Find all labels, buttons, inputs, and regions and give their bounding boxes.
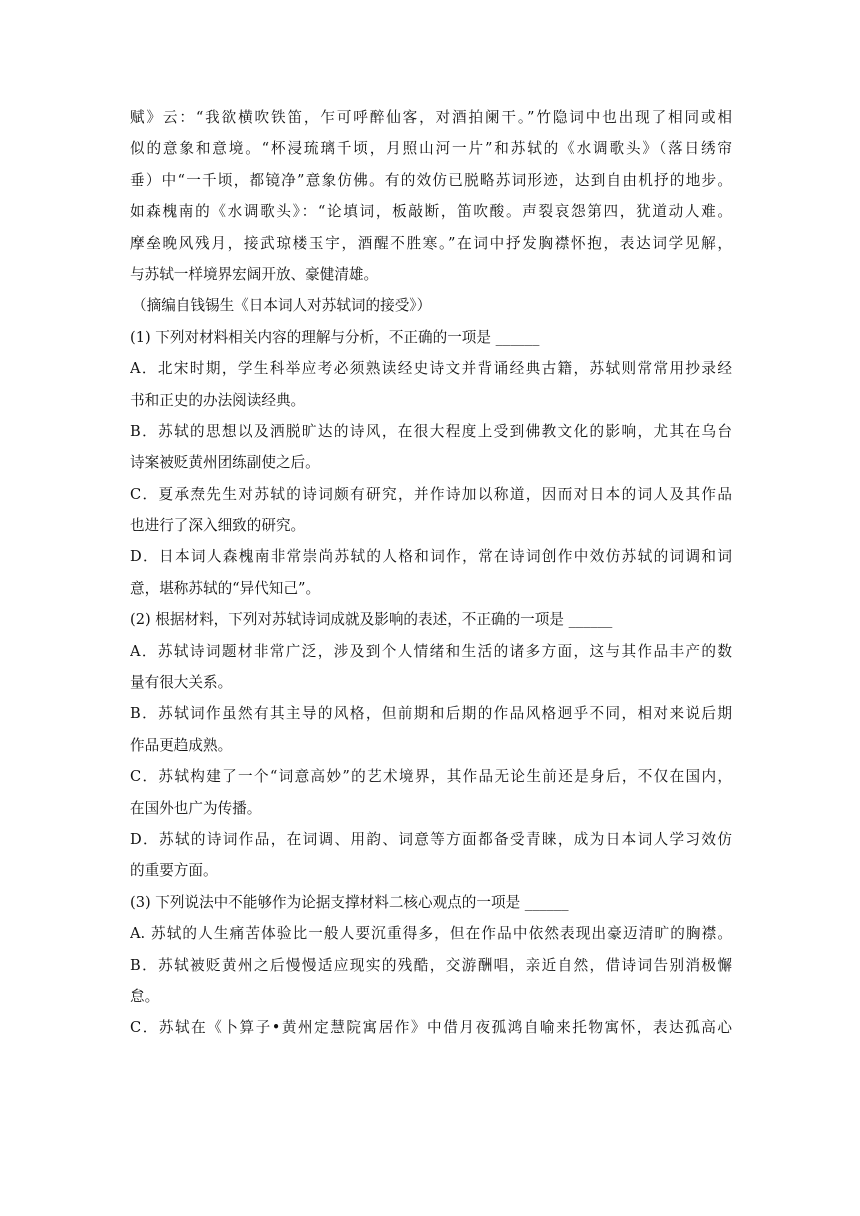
passage-line: 与苏轼一样境界宏阔开放、豪健清雄。: [130, 265, 379, 283]
q3-option-a-line1: A. 苏轼的人生痛苦体验比一般人要沉重得多，但在作品中依然表现出豪迈清旷的胸襟。: [130, 925, 732, 943]
q2-option-c-line1: C．苏轼构建了一个“词意高妙”的艺术境界，其作品无论生前还是身后，不仅在国内，: [130, 768, 732, 786]
q3-option-b-line2: 怠。: [130, 987, 160, 1005]
q2-option-b-line2: 作品更趋成熟。: [130, 736, 233, 754]
passage-line: 垂）中“一千顷，都镜净”意象仿佛。有的效仿已脱略苏词形迹，达到自由机抒的地步。: [130, 171, 732, 189]
q1-option-a-line2: 书和正史的办法阅读经典。: [130, 391, 306, 409]
question-1-stem: (1) 下列对材料相关内容的理解与分析，不正确的一项是 ______: [130, 328, 540, 346]
q1-option-c-line1: C．夏承焘先生对苏轼的诗词颇有研究，并作诗加以称道，因而对日本的词人及其作品: [130, 485, 732, 503]
q3-option-b-line1: B．苏轼被贬黄州之后慢慢适应现实的残酷，交游酬唱，亲近自然，借诗词告别消极懈: [130, 956, 732, 974]
source-note: （摘编自钱锡生《日本词人对苏轼词的接受》）: [132, 297, 432, 315]
q3-option-c-line1: C．苏轼在《卜算子•黄州定慧院寓居作》中借月夜孤鸿自喻来托物寓怀，表达孤高心: [130, 1019, 732, 1037]
q2-option-d-line2: 的重要方面。: [130, 862, 218, 880]
q1-option-b-line1: B．苏轼的思想以及洒脱旷达的诗风，在很大程度上受到佛教文化的影响，尤其在乌台: [130, 422, 732, 440]
q2-option-a-line1: A．苏轼诗词题材非常广泛，涉及到个人情绪和生活的诸多方面，这与其作品丰产的数: [130, 642, 732, 660]
q1-option-d-line1: D．日本词人森槐南非常崇尚苏轼的人格和词作，常在诗词创作中效仿苏轼的词调和词: [130, 548, 732, 566]
passage-line: 如森槐南的《水调歌头》：“论填词，板敲断，笛吹酸。声裂哀怨第四，犹道动人难。: [130, 203, 732, 221]
q1-option-d-line2: 意，堪称苏轼的“异代知己”。: [130, 579, 321, 597]
q2-option-a-line2: 量有很大关系。: [130, 674, 233, 692]
q2-option-d-line1: D．苏轼的诗词作品，在词调、用韵、词意等方面都备受青睐，成为日本词人学习效仿: [130, 830, 732, 848]
q2-option-b-line1: B．苏轼词作虽然有其主导的风格，但前期和后期的作品风格迥乎不同，相对来说后期: [130, 705, 732, 723]
passage-line: 赋》云：“我欲横吹铁笛，乍可呼醉仙客，对酒拍阑干。”竹隐词中也出现了相同或相: [130, 109, 732, 126]
q2-option-c-line2: 在国外也广为传播。: [130, 799, 262, 817]
question-3-stem: (3) 下列说法中不能够作为论据支撑材料二核心观点的一项是 ______: [130, 893, 569, 911]
passage-line: 摩垒晚风残月，接武琼楼玉宇，酒醒不胜寒。”在词中抒发胸襟怀抱，表达词学见解，: [130, 234, 732, 252]
passage-line: 似的意象和意境。“杯浸琉璃千顷，月照山河一片”和苏轼的《水调歌头》（落日绣帘: [130, 140, 732, 158]
document-content: [130, 108, 732, 1050]
q1-option-c-line2: 也进行了深入细致的研究。: [130, 517, 306, 535]
q1-option-a-line1: A．北宋时期，学生科举应考必须熟读经史诗文并背诵经典古籍，苏轼则常常用抄录经: [130, 360, 732, 378]
question-2-stem: (2) 根据材料，下列对苏轼诗词成就及影响的表述，不正确的一项是 ______: [130, 611, 613, 629]
q1-option-b-line2: 诗案被贬黄州团练副使之后。: [130, 454, 320, 472]
